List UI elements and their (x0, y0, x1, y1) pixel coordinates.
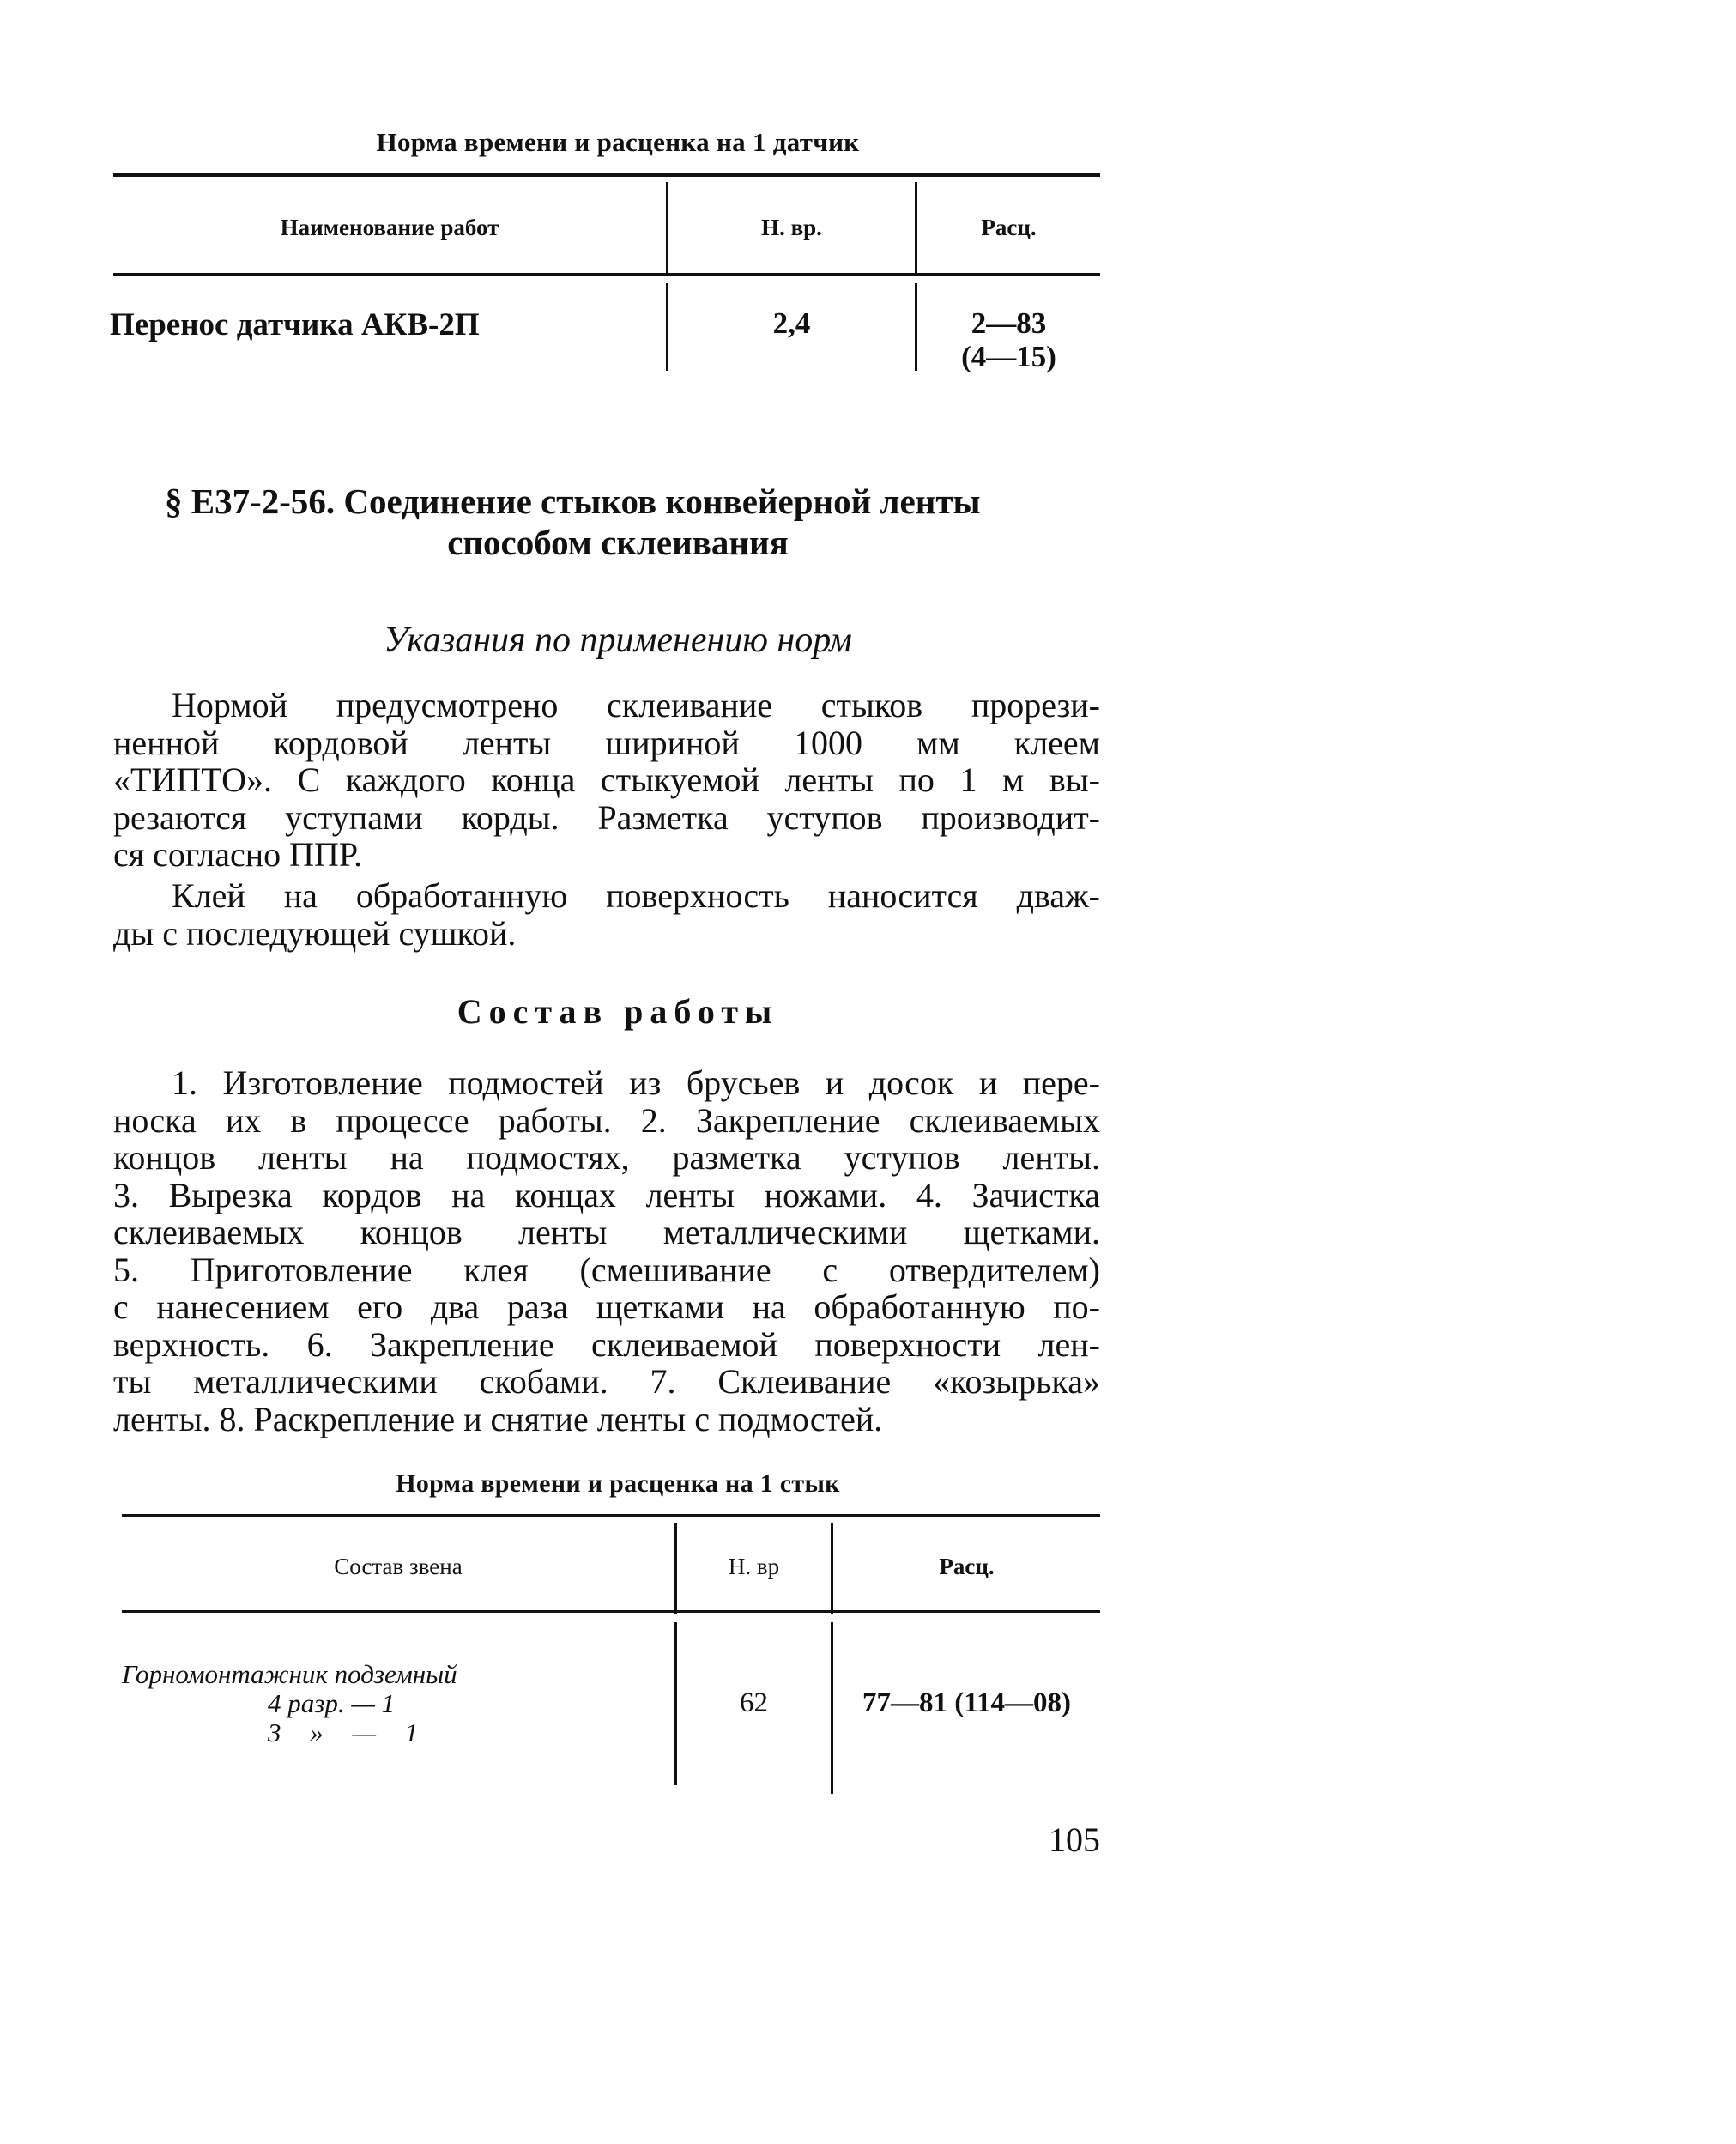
table1-top-rule (113, 173, 1100, 177)
table1-row-rate: 2—83 (971, 306, 1047, 340)
table1-header-name: Наименование работ (280, 215, 499, 240)
table2-caption: Норма времени и расценка на 1 стык (396, 1469, 840, 1498)
work-composition-heading: Состав работы (457, 992, 779, 1031)
work-line-5: склеиваемых концов ленты металлическими щетками. (113, 1213, 1100, 1251)
para1-line-3: «ТИПТО». С каждого конца стыкуемой ленты по 1 м вы- (113, 760, 1100, 799)
table2-top-rule (122, 1514, 1100, 1517)
table2-row-time-norm: 62 (740, 1687, 768, 1718)
work-line-7: с нанесением его два раза щетками на обработанную по- (113, 1287, 1100, 1326)
para1-line-4: резаются уступами корды. Разметка уступов производит- (113, 797, 1100, 837)
work-line-8: верхность. 6. Закрепление склеиваемой поверхности лен- (113, 1324, 1100, 1364)
table2-header-time-norm: Н. вр (728, 1553, 780, 1579)
section-title (154, 481, 1081, 563)
work-line-6: 5. Приготовление клея (смешивание с отвердителем) (113, 1250, 1100, 1289)
table1-row-name: Перенос датчика АКВ-2П (110, 307, 480, 342)
table1-caption: Норма времени и расценка на 1 датчик (376, 127, 860, 157)
table2-header-rule (122, 1610, 1100, 1613)
paragraph-norm-conditions (113, 687, 1100, 874)
para1-line-1: Нормой предусмотрено склеивание стыков прорези- (172, 686, 1100, 724)
para1-line-2: ненной кордовой ленты шириной 1000 мм клеем (113, 723, 1100, 762)
work-line-3: концов ленты на подмостях, разметка уступов ленты. (113, 1138, 1100, 1177)
section-subtitle: Указания по применению норм (384, 621, 852, 660)
paragraph-glue-application (113, 877, 1100, 952)
work-line-10: ленты. 8. Раскрепление и снятие ленты с подмостей. (113, 1399, 883, 1438)
page-number: 105 (1049, 1820, 1100, 1859)
work-line-4: 3. Вырезка кордов на концах ленты ножами. 4. Зачистка (113, 1175, 1100, 1214)
table1-row-time-norm: 2,4 (772, 306, 811, 340)
section-title-line2: способом склеивания (447, 523, 789, 562)
work-line-2: носка их в процессе работы. 2. Закрепление склеиваемых (113, 1100, 1100, 1140)
table2-header-crew: Состав звена (334, 1553, 463, 1579)
para1-line-5: ся согласно ППР. (113, 835, 363, 874)
table2-header-rate: Расц. (939, 1553, 995, 1579)
table1-header-rule (113, 273, 1100, 276)
section-title-line1: § Е37-2-56. Соединение стыков конвейерной ленты (165, 481, 981, 521)
para2-line-2: ды с последующей сушкой. (113, 913, 517, 953)
paragraph-work-composition (113, 1064, 1100, 1438)
work-line-1: 1. Изготовление подмостей из брусьев и досок и пере- (172, 1063, 1100, 1102)
table1-header-rate: Расц. (981, 215, 1037, 240)
work-line-9: ты металлическими скобами. 7. Склеивание «козырька» (113, 1362, 1100, 1401)
table2-row-grade-1: 4 разр. — 1 (268, 1688, 396, 1718)
table2-row-grade-2: 3 » — 1 (268, 1717, 419, 1747)
table1-row-rate-alt: (4—15) (961, 340, 1056, 373)
table2-row-worker-title: Горномонтажник подземный (122, 1659, 457, 1689)
table2-row-rate: 77—81 (114—08) (862, 1687, 1071, 1718)
para2-line-1: Клей на обработанную поверхность наносится дваж- (172, 876, 1100, 915)
table1-header-time-norm: Н. вр. (761, 215, 822, 240)
